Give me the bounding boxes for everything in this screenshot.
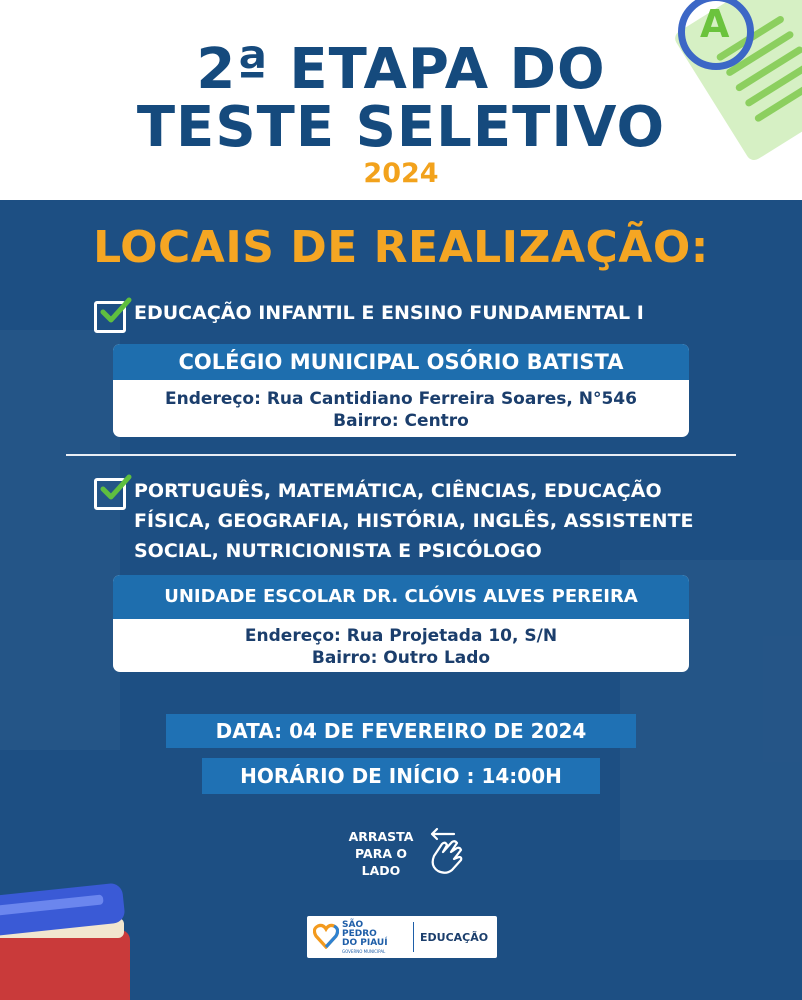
category-label: [134, 476, 694, 566]
books-decoration: [0, 870, 140, 1000]
checkbox-icon: [94, 301, 126, 333]
swipe-text: PARA O: [355, 846, 407, 861]
title-line-1: 2ª ETAPA DO: [196, 37, 606, 102]
address: Endereço: Rua Cantidiano Ferreira Soares, N°546: [165, 389, 637, 409]
department-label: EDUCAÇÃO: [420, 931, 489, 944]
swipe-text: LADO: [361, 863, 401, 878]
divider: [66, 454, 736, 456]
district: Bairro: Outro Lado: [311, 648, 491, 668]
municipality-logo: [307, 916, 497, 958]
school-name: COLÉGIO MUNICIPAL OSÓRIO BATISTA: [113, 344, 689, 380]
school-name: UNIDADE ESCOLAR DR. CLÓVIS ALVES PEREIRA: [113, 575, 689, 619]
location-card: [113, 575, 689, 672]
category-label: EDUCAÇÃO INFANTIL E ENSINO FUNDAMENTAL I: [134, 302, 644, 324]
year: 2024: [363, 158, 439, 189]
heart-logo-icon: [313, 923, 339, 949]
address-block: [113, 380, 689, 432]
locations-heading: LOCAIS DE REALIZAÇÃO:: [93, 222, 709, 273]
location-card: [113, 344, 689, 437]
government-label: GOVERNO MUNICIPAL: [342, 949, 386, 954]
letter-a-decoration: A: [700, 2, 730, 46]
category-line: PORTUGUÊS, MATEMÁTICA, CIÊNCIAS, EDUCAÇÃO: [134, 480, 662, 502]
exam-date: DATA: 04 DE FEVEREIRO DE 2024: [166, 714, 636, 748]
header: [0, 0, 802, 200]
checkbox-icon: [94, 478, 126, 510]
district: Bairro: Centro: [333, 411, 469, 431]
start-time: HORÁRIO DE INÍCIO : 14:00H: [202, 758, 600, 794]
title-line-2: TESTE SELETIVO: [136, 95, 666, 160]
address: Endereço: Rua Projetada 10, S/N: [244, 626, 558, 646]
name-line: SÃO: [342, 920, 364, 930]
swipe-text: ARRASTA: [348, 829, 414, 844]
logo-separator: [413, 922, 414, 952]
category-line: FÍSICA, GEOGRAFIA, HISTÓRIA, INGLÊS, ASSISTENTE: [134, 510, 694, 532]
name-line: PEDRO: [342, 929, 377, 939]
category-line: SOCIAL, NUTRICIONISTA E PSICÓLOGO: [134, 540, 542, 562]
swipe-hint: [336, 828, 426, 879]
name-line: DO PIAUÍ: [342, 938, 388, 948]
address-block: [113, 619, 689, 669]
municipality-name: [342, 921, 388, 948]
background-shape: [0, 330, 120, 750]
swipe-hand-icon: [424, 826, 468, 880]
